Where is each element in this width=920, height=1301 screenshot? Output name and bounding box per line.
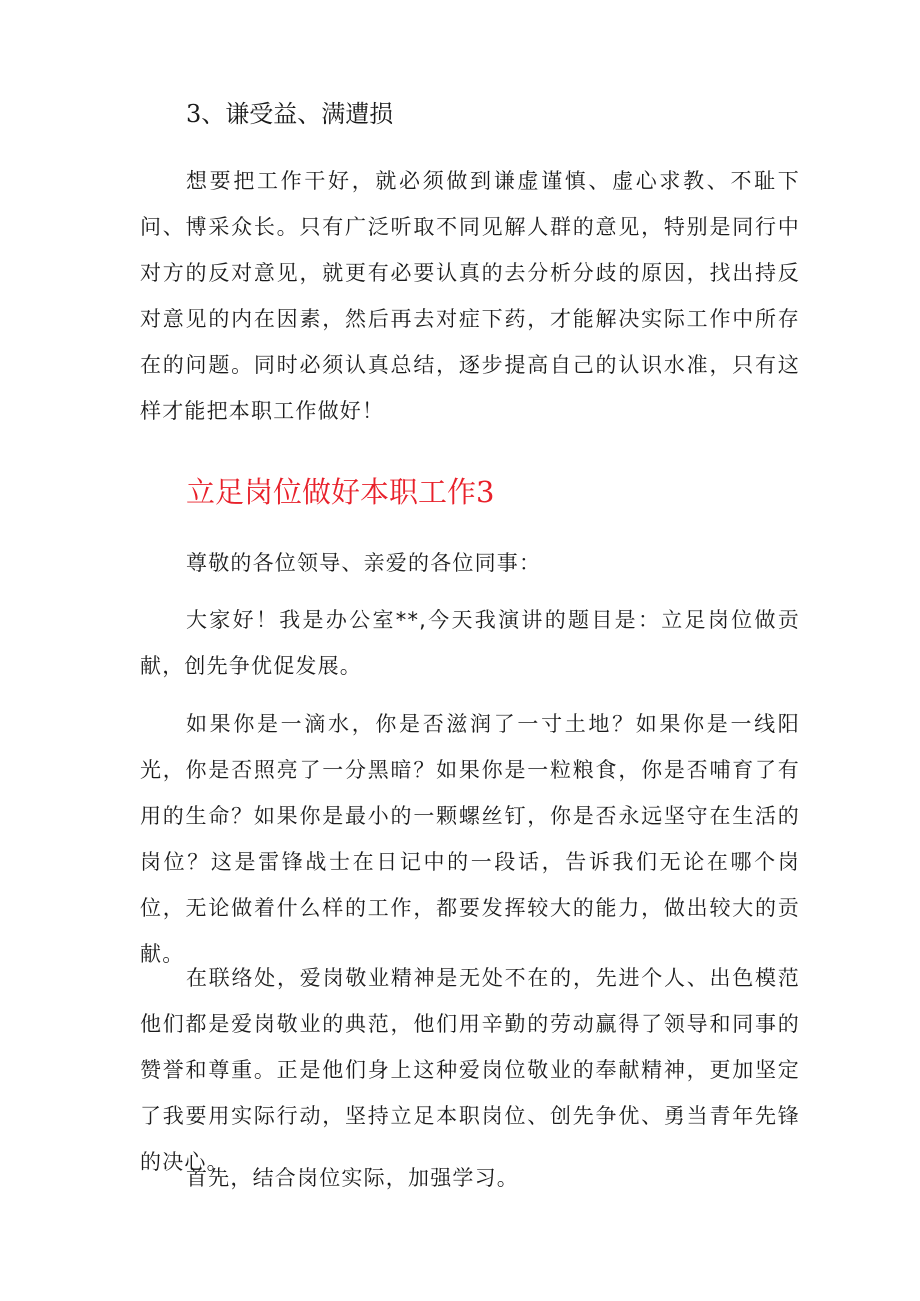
body-paragraph: 大家好！我是办公室**,今天我演讲的题目是：立足岗位做贡献，创先争优促发展。 — [140, 608, 800, 678]
body-paragraph: 首先，结合岗位实际，加强学习。 — [186, 1166, 519, 1190]
body-paragraph: 如果你是一滴水，你是否滋润了一寸土地？如果你是一线阳光，你是否照亮了一分黑暗？如果你是一粒粮食，你是否哺育了有用的生命？如果你是最小的一颗螺丝钉，你是否永远坚守在生活的岗位？这是雷锋战士在日记中的一段话，告诉我们无论在哪个岗位，无论做着什么样的工作，都要发挥较大的能力，做出较大的贡献。 — [140, 712, 800, 966]
body-paragraph: 在联络处，爱岗敬业精神是无处不在的，先进个人、出色模范他们都是爱岗敬业的典范，他们用辛勤的劳动赢得了领导和同事的赞誉和尊重。正是他们身上这种爱岗位敬业的奉献精神，更加坚定了我要用实际行动，坚持立足本职岗位、创先争优、勇当青年先锋的决心。 — [140, 966, 800, 1174]
greeting-paragraph: 尊敬的各位领导、亲爱的各位同事： — [186, 551, 542, 575]
section-subheading: 3、谦受益、满遭损 — [186, 100, 394, 128]
section-paragraph: 想要把工作干好，就必须做到谦虚谨慎、虚心求教、不耻下问、博采众长。只有广泛听取不同见解人群的意见，特别是同行中对方的反对意见，就更有必要认真的去分析分歧的原因，找出持反对意见的内在因素，然后再去对症下药，才能解决实际工作中所存在的问题。同时必须认真总结，逐步提高自己的认识水准，只有这样才能把本职工作做好！ — [140, 169, 800, 423]
article-title: 立足岗位做好本职工作3 — [186, 475, 495, 509]
